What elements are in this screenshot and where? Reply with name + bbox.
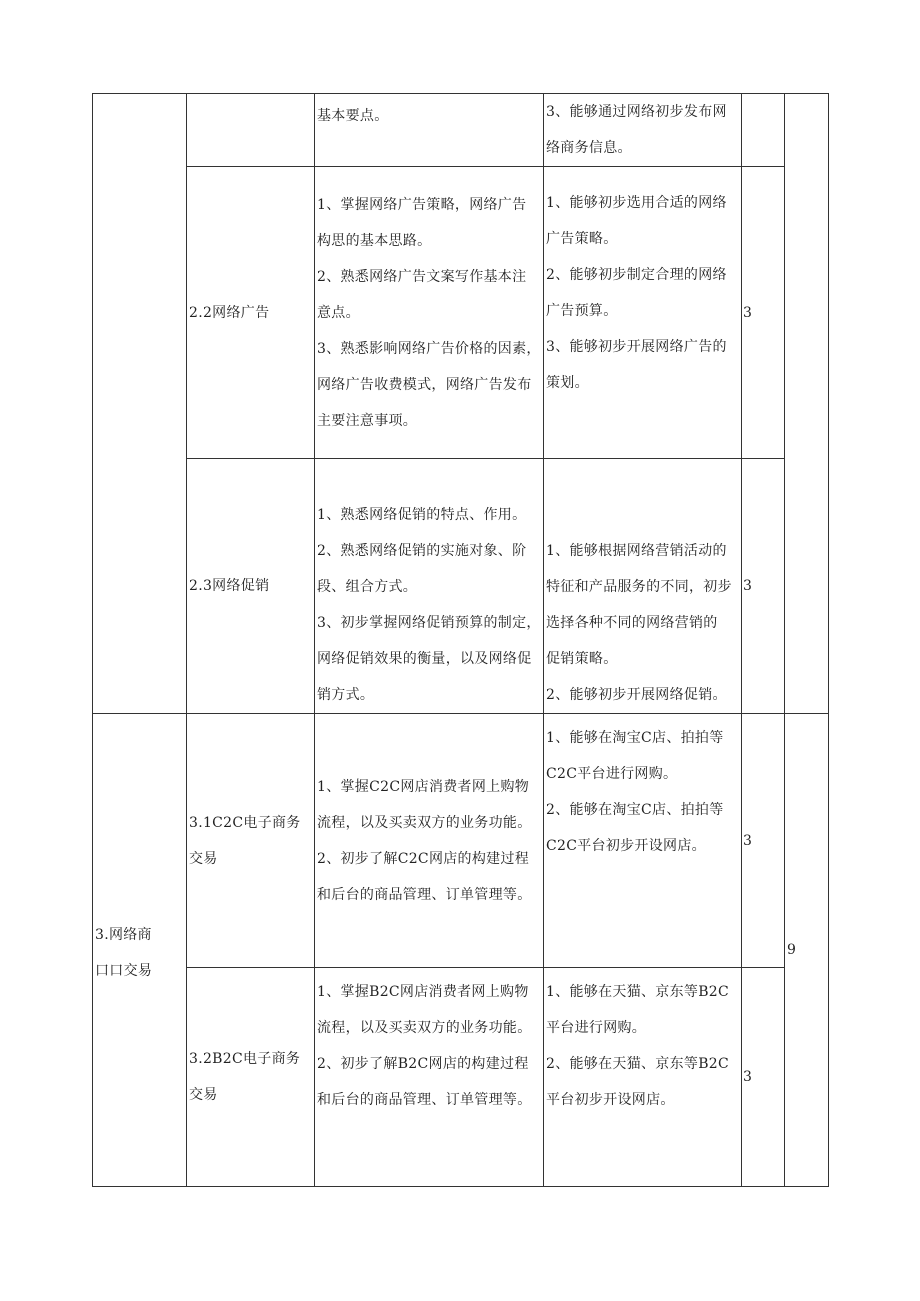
skills-text: 广告策略。: [546, 231, 618, 247]
hours-value: 3: [743, 832, 753, 849]
knowledge-text: 2、熟悉网络广告文案写作基本注: [317, 268, 527, 285]
skills-text: 促销策略。: [546, 651, 618, 667]
knowledge-text: 流程，以及买卖双方的业务功能。: [317, 814, 532, 831]
knowledge-cell: [315, 714, 544, 968]
knowledge-text: 1、掌握B2C网店消费者网上购物: [317, 984, 529, 1000]
knowledge-text: 和后台的商品管理、订单管理等。: [317, 1092, 532, 1108]
topic-title: 3.1C2C电子商务: [189, 814, 301, 831]
hours-value: 3: [743, 304, 753, 321]
topic-title: 2.2网络广告: [189, 304, 270, 321]
skills-text: 1、能够在天猫、京东等B2C: [546, 984, 730, 1000]
course-outline-table: [92, 93, 829, 1187]
skills-text: 2、能够初步开展网络促销。: [546, 687, 727, 703]
skills-text: 络商务信息。: [546, 140, 632, 156]
knowledge-text: 意点。: [317, 304, 360, 321]
module-title: 3.网络商: [95, 927, 152, 943]
hours-value: 3: [743, 578, 753, 594]
table-row: [93, 968, 829, 1187]
knowledge-text: 1、掌握网络广告策略，网络广告: [317, 196, 527, 213]
total-hours-value: 9: [787, 942, 797, 958]
knowledge-text: 2、初步了解C2C网店的构建过程: [317, 850, 530, 867]
topic-title: 交易: [189, 1087, 218, 1103]
table-row: [93, 459, 829, 714]
hours-cell: [742, 94, 785, 167]
knowledge-text: 销方式。: [317, 687, 375, 703]
skills-text: 平台进行网购。: [546, 1020, 647, 1036]
skills-cell: [544, 714, 742, 968]
knowledge-cell: [315, 968, 544, 1187]
skills-text: 1、能够初步选用合适的网络: [546, 195, 727, 211]
skills-text: 广告预算。: [546, 303, 618, 319]
knowledge-text: 主要注意事项。: [317, 412, 418, 429]
knowledge-cell: [315, 459, 544, 714]
table-row: [93, 167, 829, 459]
knowledge-cell: [315, 167, 544, 459]
skills-text: 1、能够在淘宝C店、拍拍等: [546, 730, 724, 746]
topic-title: 交易: [189, 850, 218, 867]
knowledge-text: 3、初步掌握网络促销预算的制定，: [317, 615, 541, 631]
knowledge-text: 基本要点。: [317, 108, 389, 124]
table-row: [93, 714, 829, 968]
skills-text: 1、能够根据网络营销活动的: [546, 543, 727, 559]
knowledge-text: 构思的基本思路。: [317, 232, 432, 249]
topic-cell: [187, 968, 315, 1187]
total-hours-cell: [785, 714, 829, 1187]
hours-cell: [742, 167, 785, 459]
module-cell: [93, 94, 187, 714]
topic-cell: [187, 459, 315, 714]
topic-title: 3.2B2C电子商务: [189, 1051, 301, 1067]
knowledge-text: 网络广告收费模式，网络广告发布: [317, 376, 532, 393]
skills-cell: [544, 167, 742, 459]
knowledge-text: 1、掌握C2C网店消费者网上购物: [317, 778, 530, 795]
skills-text: 3、能够通过网络初步发布网: [546, 104, 727, 120]
skills-text: 平台初步开设网店。: [546, 1092, 675, 1108]
knowledge-text: 2、初步了解B2C网店的构建过程: [317, 1056, 529, 1072]
knowledge-cell: [315, 94, 544, 167]
skills-text: 2、能够在天猫、京东等B2C: [546, 1056, 730, 1072]
skills-text: 选择各种不同的网络营销的: [546, 615, 718, 631]
skills-text: 特征和产品服务的不同，初步: [546, 579, 732, 595]
knowledge-text: 2、熟悉网络促销的实施对象、阶: [317, 543, 527, 559]
skills-text: 策划。: [546, 375, 589, 391]
knowledge-text: 1、熟悉网络促销的特点、作用。: [317, 507, 527, 523]
knowledge-text: 3、熟悉影响网络广告价格的因素，: [317, 340, 541, 357]
skills-cell: [544, 459, 742, 714]
skills-text: 2、能够初步制定合理的网络: [546, 267, 727, 283]
skills-cell: [544, 94, 742, 167]
skills-text: 3、能够初步开展网络广告的: [546, 339, 727, 355]
module-title: 口口交易: [95, 963, 153, 979]
skills-cell: [544, 968, 742, 1187]
topic-cell: [187, 714, 315, 968]
topic-title: 2.3网络促销: [189, 578, 270, 594]
total-hours-cell: [785, 94, 829, 714]
hours-cell: [742, 714, 785, 968]
skills-text: C2C平台初步开设网店。: [546, 838, 706, 854]
skills-text: C2C平台进行网购。: [546, 766, 678, 782]
module-cell: [93, 714, 187, 1187]
table-row: [93, 94, 829, 167]
hours-cell: [742, 968, 785, 1187]
knowledge-text: 网络促销效果的衡量，以及网络促: [317, 651, 532, 667]
knowledge-text: 段、组合方式。: [317, 579, 418, 595]
topic-cell: [187, 167, 315, 459]
hours-cell: [742, 459, 785, 714]
knowledge-text: 流程，以及买卖双方的业务功能。: [317, 1020, 532, 1036]
knowledge-text: 和后台的商品管理、订单管理等。: [317, 886, 532, 903]
hours-value: 3: [743, 1069, 753, 1085]
topic-cell: [187, 94, 315, 167]
skills-text: 2、能够在淘宝C店、拍拍等: [546, 802, 724, 818]
